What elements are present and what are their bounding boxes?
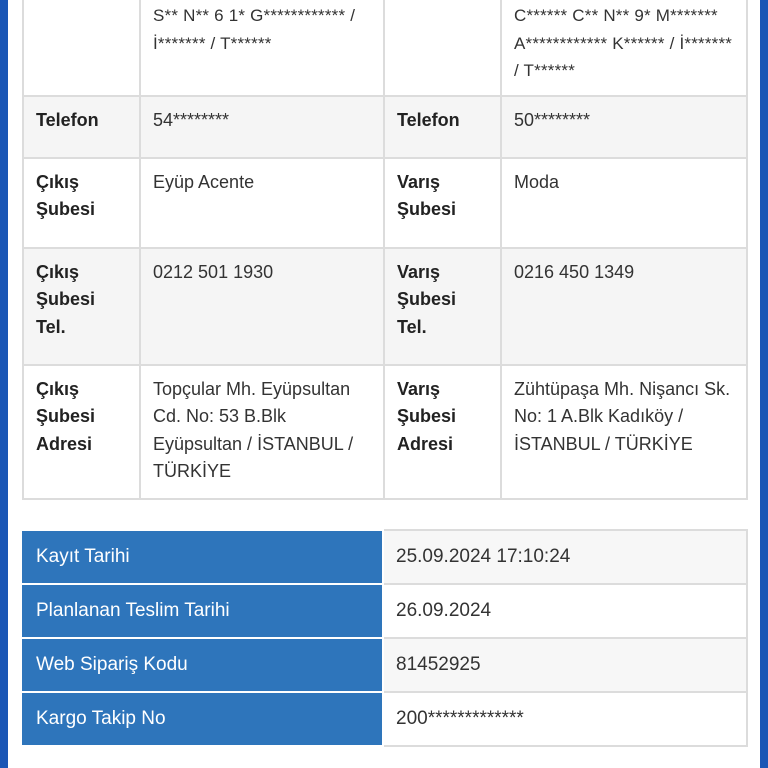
receiver-phone: 50******** xyxy=(501,96,747,158)
info-row-registration-date xyxy=(23,530,747,584)
receiver-branch-label: Varış Şubesi xyxy=(384,158,501,248)
shipment-detail-panel xyxy=(8,0,760,768)
planned-delivery-label: Planlanan Teslim Tarihi xyxy=(23,584,383,638)
receiver-branch-tel: 0216 450 1349 xyxy=(501,248,747,365)
sender-branch-tel: 0212 501 1930 xyxy=(140,248,384,365)
sender-branch: Eyüp Acente xyxy=(140,158,384,248)
shipment-info-table xyxy=(22,529,748,747)
registration-date-value: 25.09.2024 17:10:24 xyxy=(383,530,747,584)
receiver-branch: Moda xyxy=(501,158,747,248)
tracking-number-label: Kargo Takip No xyxy=(23,692,383,746)
phone-row xyxy=(23,96,747,158)
registration-date-label: Kayıt Tarihi xyxy=(23,530,383,584)
address-row xyxy=(23,0,747,96)
branch-address-row xyxy=(23,365,747,499)
sender-branch-address-label: Çıkış Şubesi Adresi xyxy=(23,365,140,499)
receiver-address-label-cell xyxy=(384,0,501,96)
info-row-tracking-number xyxy=(23,692,747,746)
receiver-branch-address-label: Varış Şubesi Adresi xyxy=(384,365,501,499)
receiver-phone-label: Telefon xyxy=(384,96,501,158)
tracking-number-value: 200************* xyxy=(383,692,747,746)
receiver-address-cell: C****** C** N** 9* M******* A************ K****** / İ******* / T****** xyxy=(501,0,747,96)
web-order-code-value: 81452925 xyxy=(383,638,747,692)
info-row-web-order-code xyxy=(23,638,747,692)
web-order-code-label: Web Sipariş Kodu xyxy=(23,638,383,692)
sender-receiver-table xyxy=(22,0,748,500)
sender-branch-label: Çıkış Şubesi xyxy=(23,158,140,248)
branch-tel-row xyxy=(23,248,747,365)
sender-branch-tel-label: Çıkış Şubesi Tel. xyxy=(23,248,140,365)
receiver-branch-tel-label: Varış Şubesi Tel. xyxy=(384,248,501,365)
sender-address-label-cell xyxy=(23,0,140,96)
planned-delivery-value: 26.09.2024 xyxy=(383,584,747,638)
sender-branch-address: Topçular Mh. Eyüpsultan Cd. No: 53 B.Blk Eyüpsultan / İSTANBUL / TÜRKİYE xyxy=(140,365,384,499)
sender-phone: 54******** xyxy=(140,96,384,158)
info-row-planned-delivery xyxy=(23,584,747,638)
sender-phone-label: Telefon xyxy=(23,96,140,158)
receiver-branch-address: Zühtüpaşa Mh. Nişancı Sk. No: 1 A.Blk Kadıköy / İSTANBUL / TÜRKİYE xyxy=(501,365,747,499)
branch-row xyxy=(23,158,747,248)
sender-address-cell: S** N** 6 1* G************ / İ******* / T****** xyxy=(140,0,384,96)
